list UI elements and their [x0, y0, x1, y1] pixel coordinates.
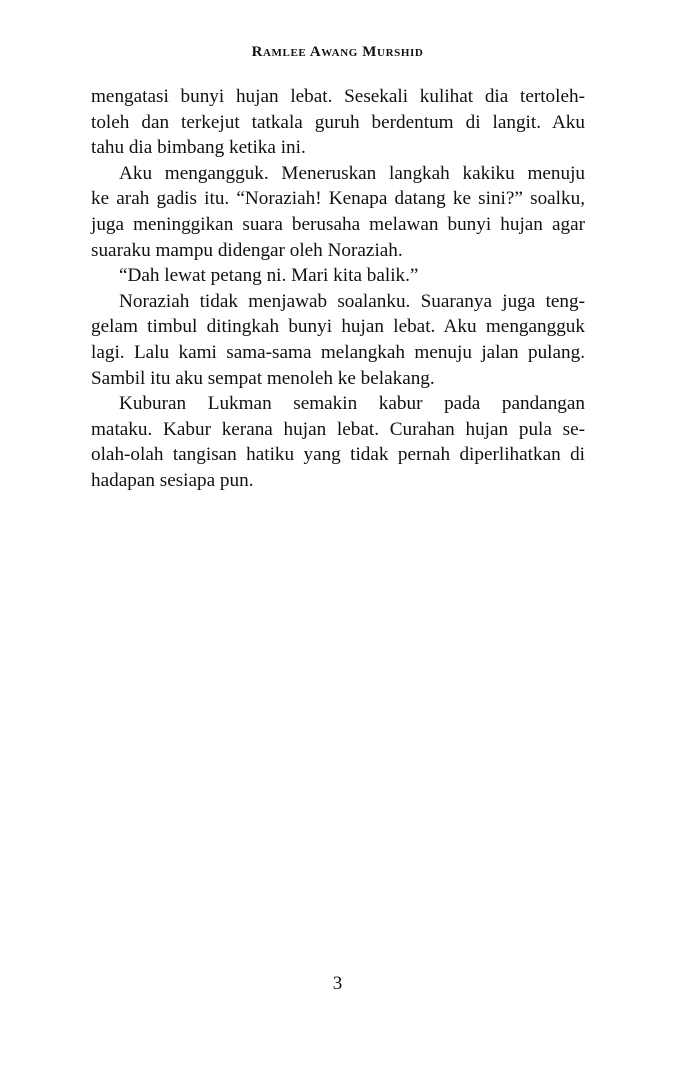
paragraph [91, 289, 585, 391]
text-line: gelam timbul ditingkah bunyi hujan lebat. Aku mengangguk [91, 316, 585, 338]
text-line: Kuburan Lukman semakin kabur pada pandangan [119, 393, 585, 415]
text-line: “Dah lewat petang ni. Mari kita balik.” [119, 265, 419, 287]
paragraph [91, 263, 585, 289]
running-head: Ramlee Awang Murshid [251, 44, 424, 60]
paragraph [91, 391, 585, 493]
text-line: tahu dia bimbang ketika ini. [91, 137, 306, 159]
text-line: hadapan sesiapa pun. [91, 469, 254, 491]
text-line: suaraku mampu didengar oleh Noraziah. [91, 239, 403, 261]
text-line: mengatasi bunyi hujan lebat. Sesekali kulihat dia tertoleh- [91, 86, 585, 107]
page-number: 3 [332, 973, 343, 994]
paragraph [91, 84, 585, 161]
text-line: olah-olah tangisan hatiku yang tidak pernah diperlihatkan di [91, 444, 585, 466]
text-line: lagi. Lalu kami sama-sama melangkah menuju jalan pulang. [91, 341, 585, 363]
text-line: mataku. Kabur kerana hujan lebat. Curahan hujan pula se- [91, 418, 585, 440]
body-text [91, 84, 585, 494]
text-line: juga meninggikan suara berusaha melawan bunyi hujan agar [91, 213, 585, 235]
text-line: Aku mengangguk. Meneruskan langkah kakiku menuju [119, 162, 585, 184]
paragraph [91, 161, 585, 263]
text-line: ke arah gadis itu. “Noraziah! Kenapa datang ke sini?” soalku, [91, 188, 585, 210]
text-line: Sambil itu aku sempat menoleh ke belakang. [91, 367, 435, 389]
text-line: Noraziah tidak menjawab soalanku. Suaranya juga teng- [119, 290, 585, 312]
text-line: toleh dan terkejut tatkala guruh berdentum di langit. Aku [91, 111, 585, 133]
